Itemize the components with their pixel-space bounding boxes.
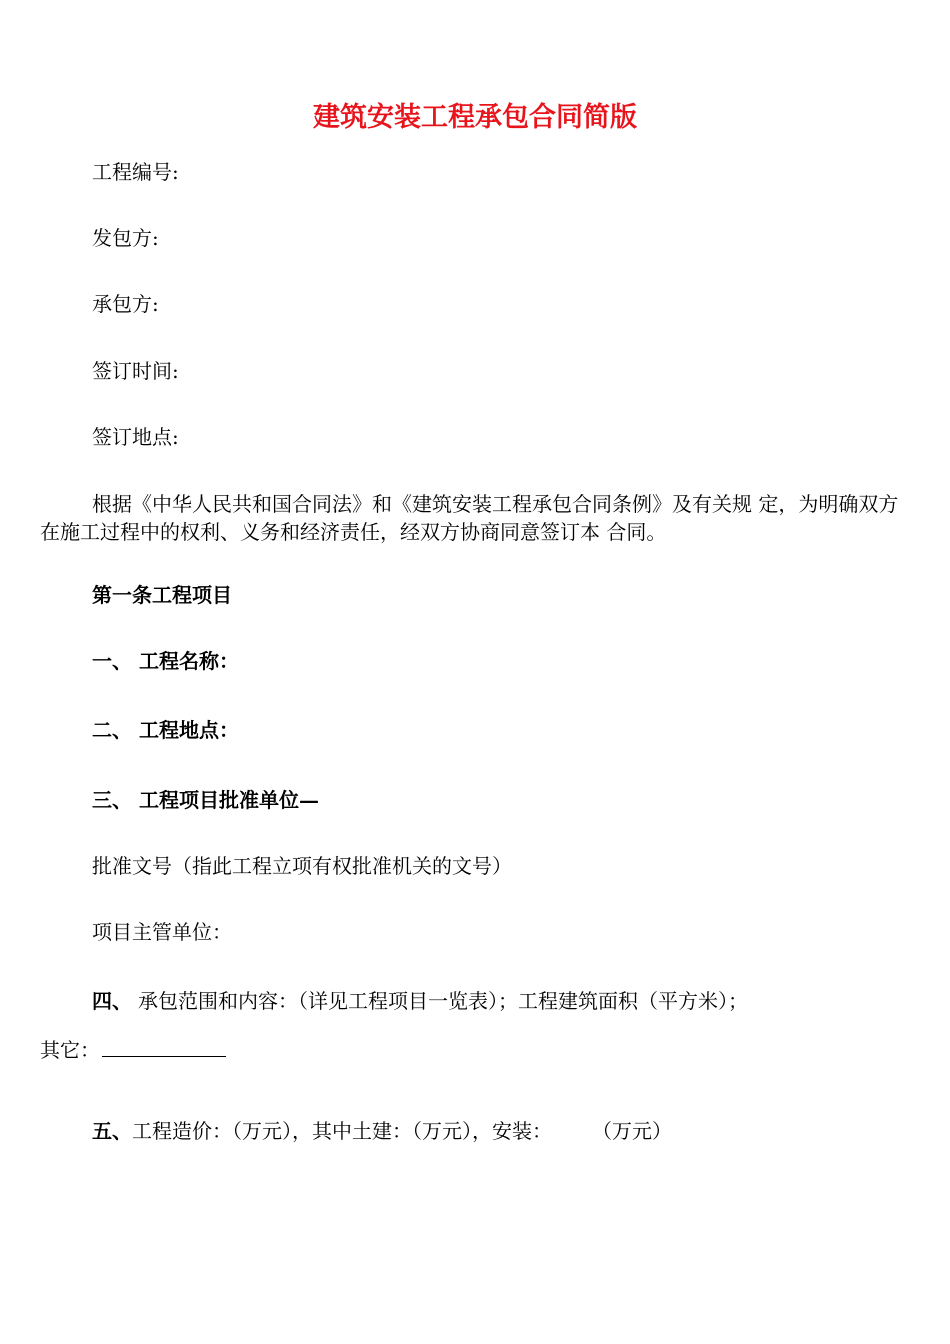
supervising-unit-line: 项目主管单位： [92, 920, 232, 944]
project-name-item: 一、 工程名称： [92, 649, 239, 673]
other-blank-underline [102, 1038, 226, 1057]
contract-price-item [92, 1117, 672, 1145]
other-label: 其它： [40, 1038, 100, 1062]
scope-item [92, 987, 748, 1015]
other-line [40, 1036, 226, 1064]
sign-place-field: 签订地点: [92, 425, 179, 449]
contract-price-label: 五、 [92, 1119, 132, 1143]
employer-field: 发包方: [92, 226, 159, 250]
document-title: 建筑安装工程承包合同简版 [313, 102, 637, 133]
contractor-field: 承包方: [92, 292, 159, 316]
approval-number-line: 批准文号（指此工程立项有权批准机关的文号） [92, 854, 512, 878]
project-number-field: 工程编号: [92, 160, 179, 184]
project-location-item: 二、 工程地点： [92, 718, 239, 742]
article-1-heading: 第一条工程项目 [92, 583, 232, 607]
approval-unit-item: 三、 工程项目批准单位— [92, 788, 319, 812]
preamble-paragraph: 根据《中华人民共和国合同法》和《建筑安装工程承包合同条例》及有关规 定，为明确双方在施工过程中的权利、义务和经济责任，经双方协商同意签订本 合同。 [40, 492, 899, 544]
scope-item-text: 承包范围和内容：（详见工程项目一览表）；工程建筑面积（平方米）； [138, 989, 748, 1013]
contract-price-text: 工程造价：（万元），其中土建：（万元），安装： [132, 1119, 552, 1143]
scope-item-label: 四、 [92, 989, 132, 1013]
contract-price-tail: （万元） [592, 1119, 672, 1143]
sign-time-field: 签订时间: [92, 359, 179, 383]
